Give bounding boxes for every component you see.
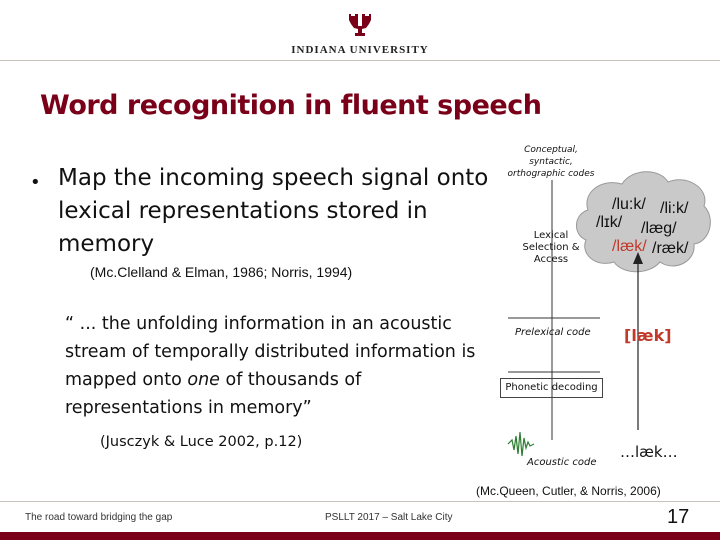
signal-label: …læk… [620,443,678,461]
model-diagram [490,140,715,485]
header [0,0,720,62]
citation-mcqueen: (Mc.Queen, Cutler, & Norris, 2006) [476,484,661,498]
quote-text [65,310,490,422]
candidate-6: /ræk/ [652,240,689,257]
candidate-3: /lɪk/ [596,214,623,231]
footer-conference: PSLLT 2017 – Salt Lake City [325,512,453,523]
quote-emphasis: one [187,370,220,390]
iu-trident-logo [349,12,371,36]
bullet-text: Map the incoming speech signal onto lexical representations stored in memory [58,165,489,257]
page-number: 17 [667,506,690,528]
phonetic-decoding-box: Phonetic decoding [500,378,603,398]
label-prelexical: Prelexical code [515,327,591,338]
footer-divider [0,501,720,502]
bottom-brand-bar [0,532,720,540]
candidate-2: /li:k/ [660,200,689,217]
candidate-4: /læg/ [641,220,677,237]
slide-title: Word recognition in fluent speech [40,90,542,121]
label-acoustic: Acoustic code [527,457,597,468]
label-conceptual: Conceptual, syntactic, orthographic codes [507,145,595,179]
percept-label: [læk] [624,326,672,345]
candidate-5: /læk/ [612,238,647,255]
footer-talk-title: The road toward bridging the gap [25,512,173,523]
header-divider [0,60,720,61]
citation-mcclelland: (Mc.Clelland & Elman, 1986; Norris, 1994) [90,264,353,280]
bullet-marker: • [30,172,41,193]
candidate-1: /lu:k/ [612,196,646,213]
citation-jusczyk: (Jusczyk & Luce 2002, p.12) [100,434,303,450]
university-name: INDIANA UNIVERSITY [291,44,429,56]
waveform [508,432,534,456]
quote-part-2: of thousands of representations in memory” [65,370,362,418]
label-lexical-selection: Lexical Selection & Access [522,230,580,265]
quote-part-1: “ ... the unfolding information in an acoustic stream of temporally distributed information is mapped onto [65,314,476,390]
